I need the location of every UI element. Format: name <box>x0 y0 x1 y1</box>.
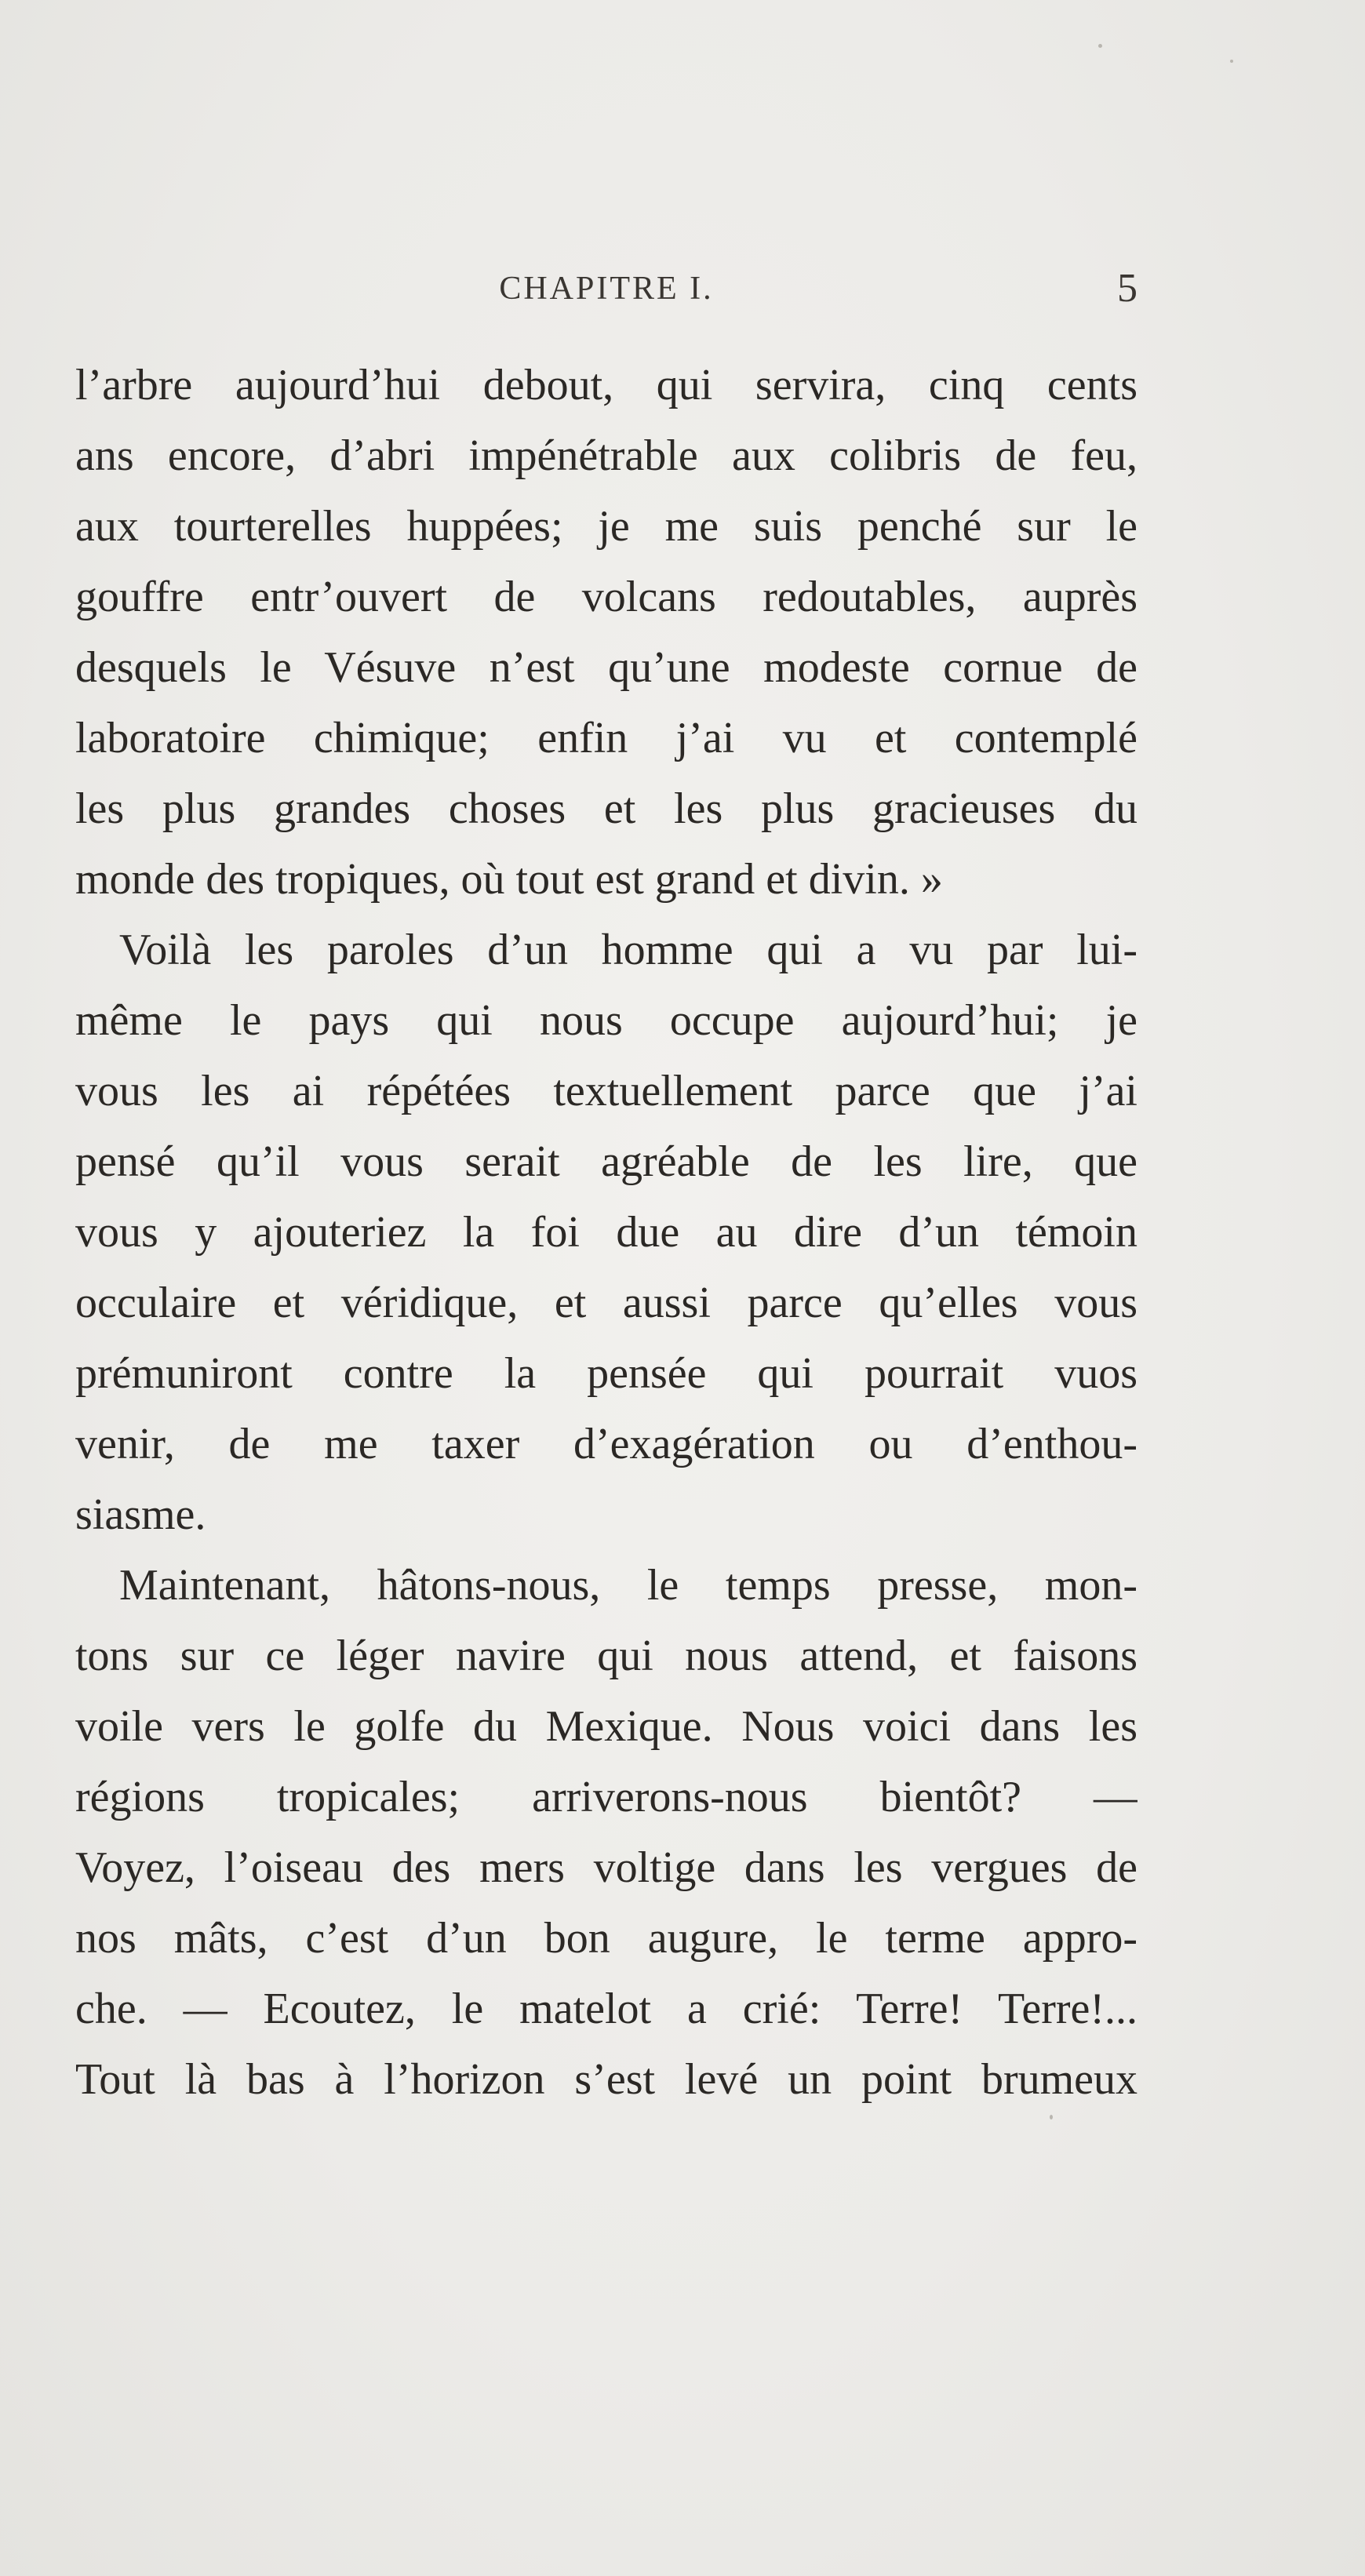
paragraph <box>75 350 1138 915</box>
text-line: occulaire et véridique, et aussi parce qu’elles vous <box>75 1279 1138 1327</box>
text-line: aux tourterelles huppées; je me suis penché sur le <box>75 502 1138 551</box>
body-text <box>75 350 1138 2115</box>
text-line: monde des tropiques, où tout est grand et divin. » <box>75 855 943 904</box>
paragraph <box>75 1550 1138 2115</box>
text-line: les plus grandes choses et les plus gracieuses du <box>75 784 1138 833</box>
text-line: Maintenant, hâtons-nous, le temps presse, mon- <box>119 1561 1138 1610</box>
running-head <box>75 260 1138 323</box>
text-line: desquels le Vésuve n’est qu’une modeste cornue de <box>75 643 1138 692</box>
text-line: Voyez, l’oiseau des mers voltige dans les vergues de <box>75 1843 1138 1892</box>
text-line: siasme. <box>75 1490 206 1539</box>
paper-speck <box>1050 2115 1053 2119</box>
text-line: tons sur ce léger navire qui nous attend, et faisons <box>75 1632 1138 1680</box>
paper-speck <box>1230 60 1233 63</box>
text-line: nos mâts, c’est d’un bon augure, le terme appro- <box>75 1914 1138 1963</box>
text-line: Voilà les paroles d’un homme qui a vu par lui- <box>119 926 1138 974</box>
page-number: 5 <box>1117 266 1138 311</box>
text-line: laboratoire chimique; enfin j’ai vu et contemplé <box>75 714 1138 762</box>
paragraph <box>75 915 1138 1550</box>
text-line: même le pays qui nous occupe aujourd’hui; je <box>75 996 1138 1045</box>
paper-speck <box>1098 44 1102 48</box>
text-line: régions tropicales; arriverons-nous bientôt? — <box>75 1773 1138 1821</box>
text-line: che. — Ecoutez, le matelot a crié: Terre! Terre!... <box>75 1985 1138 2033</box>
text-line: prémuniront contre la pensée qui pourrait vuos <box>75 1349 1138 1398</box>
text-line: gouffre entr’ouvert de volcans redoutables, auprès <box>75 573 1138 621</box>
text-line: vous y ajouteriez la foi due au dire d’un témoin <box>75 1208 1138 1257</box>
text-line: Tout là bas à l’horizon s’est levé un point brumeux <box>75 2055 1138 2104</box>
text-line: ans encore, d’abri impénétrable aux colibris de feu, <box>75 431 1138 480</box>
text-line: pensé qu’il vous serait agréable de les lire, que <box>75 1137 1138 1186</box>
text-line: vous les ai répétées textuellement parce que j’ai <box>75 1067 1138 1115</box>
chapter-heading: CHAPITRE I. <box>499 271 714 307</box>
text-line: voile vers le golfe du Mexique. Nous voici dans les <box>75 1702 1138 1751</box>
text-line: venir, de me taxer d’exagération ou d’enthou- <box>75 1420 1138 1468</box>
text-line: l’arbre aujourd’hui debout, qui servira, cinq cents <box>75 361 1138 409</box>
